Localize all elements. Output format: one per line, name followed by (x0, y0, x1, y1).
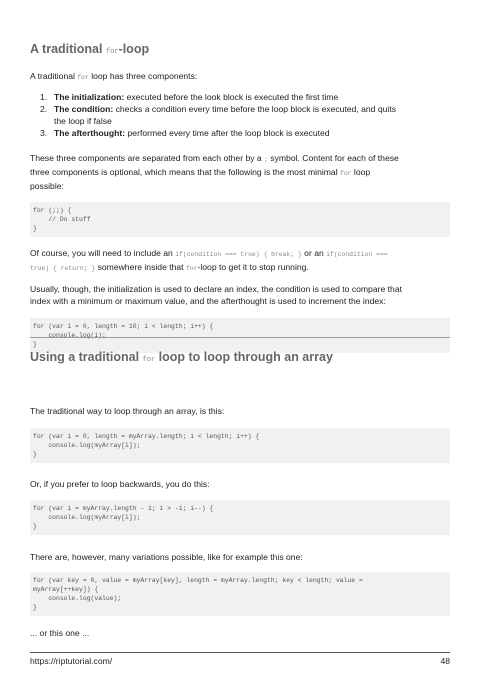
or-this-one-paragraph: ... or this one ... (30, 628, 90, 638)
break-paragraph (30, 247, 450, 275)
heading-text: -loop (118, 42, 150, 56)
page-number: 48 (440, 656, 450, 666)
section-heading-array-loop (30, 350, 450, 364)
text: loop (351, 167, 371, 177)
code-block-array-forward: for (var i = 0, length = myArray.length; i < length; i++) { console.log(myArray[i]); } (30, 428, 450, 463)
list-number: 2. (40, 104, 48, 114)
text: or an (301, 248, 327, 258)
text: three components is optional, which means that the following is the most minimal (30, 167, 341, 177)
list-term: The initialization: (54, 92, 125, 102)
list-text: the loop if false (54, 116, 112, 126)
variations-paragraph: There are, however, many variations possible, like for example this one: (30, 552, 303, 562)
text: These three components are separated from each other by a (30, 153, 265, 163)
code-block-array-backward: for (var i = myArray.length - 1; i > -1; i--) { console.log(myArray[i]); } (30, 500, 450, 535)
list-term: The condition: (54, 104, 114, 114)
array-intro-paragraph: The traditional way to loop through an array, is this: (30, 406, 225, 416)
text: symbol. Content for each of these (267, 153, 399, 163)
heading-code: for (142, 356, 156, 364)
list-item (30, 103, 450, 127)
code-block-index-loop: for (var i = 0, length = 10; i < length; i++) { console.log(i); } (30, 318, 450, 353)
inline-code: for (185, 265, 198, 272)
section-divider (30, 337, 450, 338)
backwards-paragraph: Or, if you prefer to loop backwards, you do this: (30, 479, 210, 489)
heading-code: for (105, 48, 119, 56)
inline-code: for (340, 170, 352, 177)
list-item (30, 127, 450, 139)
components-list (30, 91, 450, 139)
text: A traditional (30, 71, 78, 81)
list-text: checks a condition every time before the loop block is executed, and quits (113, 104, 397, 114)
list-text: performed every time after the loop block is executed (125, 128, 330, 138)
inline-code: true) { return; } (30, 265, 96, 272)
text: possible: (30, 181, 64, 191)
text: index with a minimum or maximum value, and the afterthought is used to increment the index: (30, 296, 386, 306)
footer-divider (30, 652, 450, 653)
text: Of course, you will need to include an (30, 248, 176, 258)
list-number: 1. (40, 92, 48, 102)
list-text: executed before the look block is executed the first time (124, 92, 339, 102)
index-paragraph (30, 283, 450, 307)
heading-text: loop to loop through an array (155, 350, 333, 364)
inline-code: if(condition === true) { break; } (175, 251, 302, 258)
list-term: The afterthought: (54, 128, 126, 138)
code-block-array-variation: for (var key = 0, value = myArray[key], length = myArray.length; key < length; value = myArray[++key]) { console.log(value); } (30, 572, 450, 616)
inline-code: for (77, 74, 89, 81)
separator-paragraph (30, 152, 450, 192)
inline-code: ; (264, 156, 268, 163)
inline-code: if(condition === (326, 251, 388, 258)
text: loop has three components: (88, 71, 198, 81)
footer-url: https://riptutorial.com/ (30, 656, 113, 666)
heading-text: Using a traditional (30, 350, 143, 364)
section-heading-traditional-for (30, 42, 450, 56)
list-item (30, 91, 450, 103)
text: Usually, though, the initialization is used to declare an index, the condition is used to compare that (30, 284, 402, 294)
text: -loop to get it to stop running. (197, 262, 309, 272)
heading-text: A traditional (30, 42, 106, 56)
intro-paragraph (30, 70, 450, 84)
text: somewhere inside that (95, 262, 186, 272)
code-block-minimal-for: for (;;) { // Do stuff } (30, 202, 450, 237)
list-number: 3. (40, 128, 48, 138)
